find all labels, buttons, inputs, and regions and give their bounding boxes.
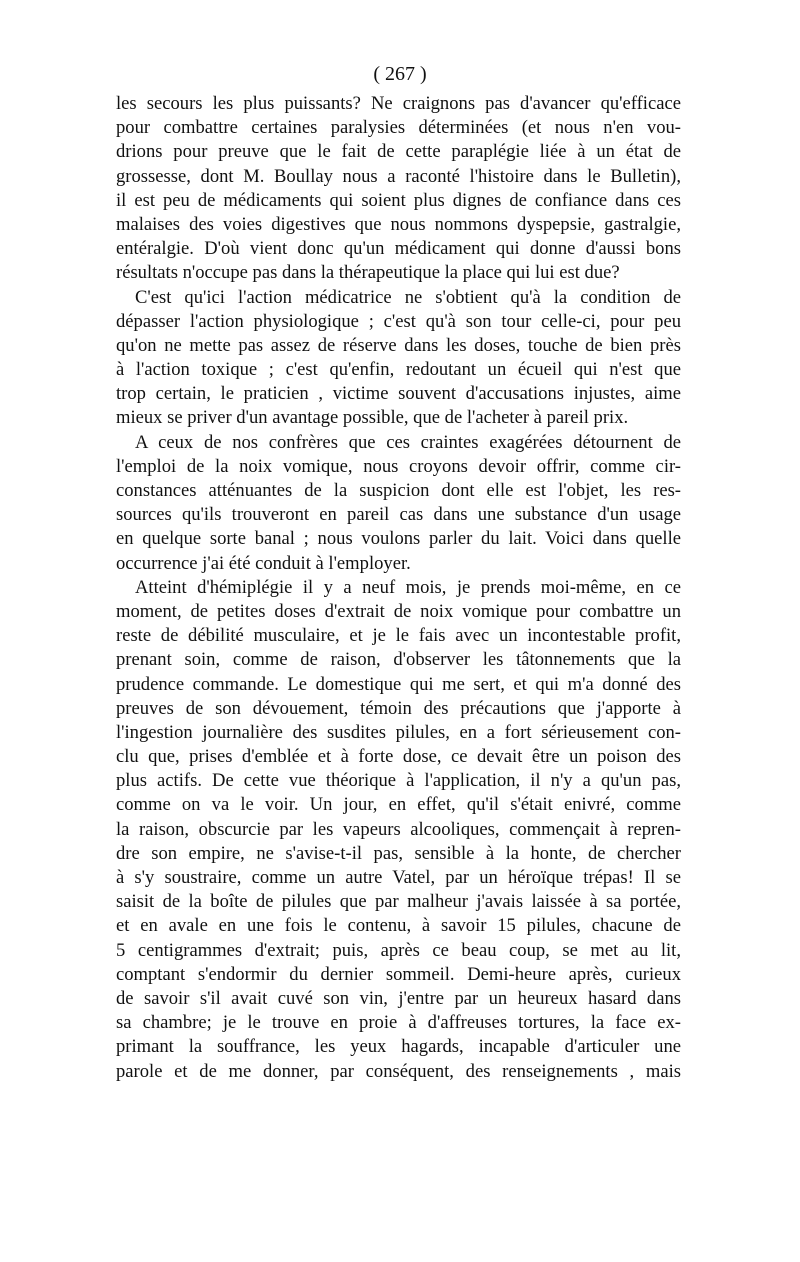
text-line: qu'on ne mette pas assez de réserve dans les doses, touche de bien près [116,334,681,356]
text-line: prenant soin, comme de raison, d'observer les tâtonnements que la [116,649,681,671]
text-line: en quelque sorte banal ; nous voulons parler du lait. Voici dans quelle [116,528,681,550]
text-line: pour combattre certaines paralysies déterminées (et nous n'en vou- [116,117,681,139]
text-line: la raison, obscurcie par les vapeurs alcooliques, commençait à repren- [116,818,681,840]
text-line: occurrence j'ai été conduit à l'employer. [116,552,411,574]
text-line: preuves de son dévouement, témoin des précautions que j'apporte à [116,697,681,719]
text-line: à s'y soustraire, comme un autre Vatel, par un héroïque trépas! Il se [116,867,681,888]
text-line: les secours les plus puissants? Ne craignons pas d'avancer qu'efficace [116,93,681,114]
text-line: constances atténuantes de la suspicion dont elle est l'objet, les res- [116,480,681,501]
text-line: drions pour preuve que le fait de cette paraplégie liée à un état de [116,141,681,163]
text-line: primant la souffrance, les yeux hagards, incapable d'articuler une [116,1036,681,1058]
text-line: entéralgie. D'où vient donc qu'un médicament qui donne d'aussi bons [116,238,681,260]
text-line: à l'action toxique ; c'est qu'enfin, redoutant un écueil qui n'est que [116,359,681,381]
text-line: parole et de me donner, par conséquent, des renseignements , mais [116,1060,681,1082]
text-line: il est peu de médicaments qui soient plus dignes de confiance dans ces [116,189,681,211]
text-line: dre son empire, ne s'avise-t-il pas, sensible à la honte, de chercher [116,842,681,864]
text-line: Atteint d'hémiplégie il y a neuf mois, je prends moi-même, en ce [135,576,681,598]
text-line: reste de débilité musculaire, et je le fais avec un incontestable profit, [116,625,681,647]
text-line: de savoir s'il avait cuvé son vin, j'entre par un heureux hasard dans [116,987,681,1009]
text-line: trop certain, le praticien , victime souvent d'accusations injustes, aime [116,383,681,405]
text-line: l'emploi de la noix vomique, nous croyons devoir offrir, comme cir- [116,455,681,477]
text-line: sa chambre; je le trouve en proie à d'affreuses tortures, la face ex- [116,1012,681,1034]
text-line: moment, de petites doses d'extrait de noix vomique pour combattre un [116,600,681,622]
text-line: résultats n'occupe pas dans la thérapeutique la place qui lui est due? [116,262,620,284]
text-line: comme on va le voir. Un jour, en effet, qu'il s'était enivré, comme [116,794,681,816]
text-line: plus actifs. De cette vue théorique à l'application, il n'y a qu'un pas, [116,770,681,792]
page-number: ( 267 ) [373,63,427,85]
text-line: saisit de la boîte de pilules que par malheur j'avais laissée à sa portée, [116,891,681,913]
text-line: grossesse, dont M. Boullay nous a raconté l'histoire dans le Bulletin), [116,165,681,187]
text-line: prudence commande. Le domestique qui me sert, et qui m'a donné des [116,673,681,695]
text-line: malaises des voies digestives que nous nommons dyspepsie, gastralgie, [116,213,681,235]
text-line: 5 centigrammes d'extrait; puis, après ce beau coup, se met au lit, [116,939,681,961]
body-text [116,92,681,1084]
text-line: mieux se priver d'un avantage possible, que de l'acheter à pareil prix. [116,407,629,429]
text-line: A ceux de nos confrères que ces craintes exagérées détournent de [135,431,681,453]
text-line: l'ingestion journalière des susdites pilules, en a fort sérieusement con- [116,721,681,743]
text-line: clu que, prises d'emblée et à forte dose, ce devait être un poison des [116,746,681,768]
text-line: C'est qu'ici l'action médicatrice ne s'obtient qu'à la condition de [135,286,681,308]
text-line: comptant s'endormir du dernier sommeil. Demi-heure après, curieux [116,963,681,985]
text-line: dépasser l'action physiologique ; c'est qu'à son tour celle-ci, pour peu [116,310,681,332]
text-line: et en avale en une fois le contenu, à savoir 15 pilules, chacune de [116,915,681,937]
text-line: sources qu'ils trouveront en pareil cas dans une substance d'un usage [116,504,681,526]
